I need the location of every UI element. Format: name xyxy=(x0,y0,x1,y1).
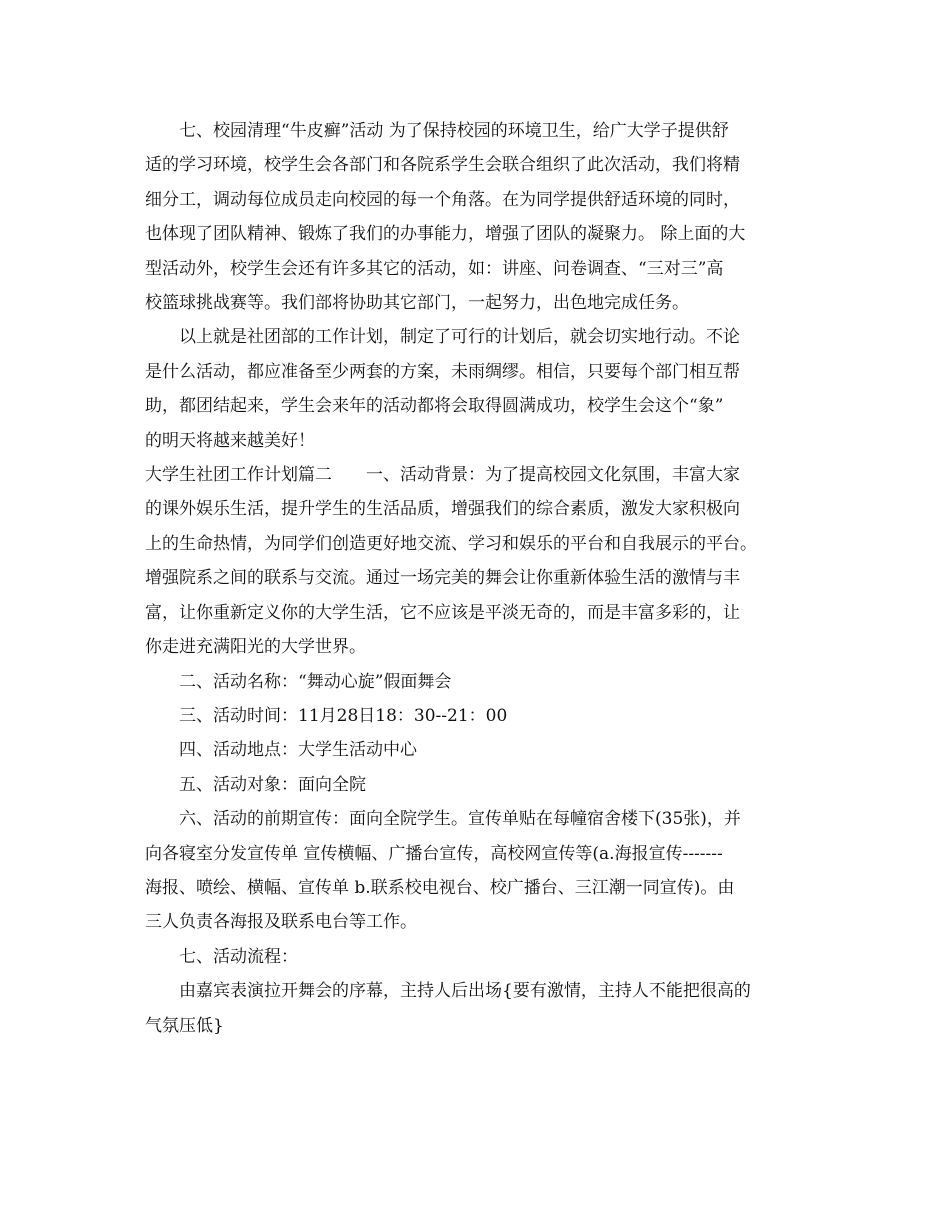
paragraph xyxy=(145,974,810,1043)
text-line: 助，都团结起来，学生会来年的活动都将会取得圆满成功，校学生会这个“象” xyxy=(145,396,724,417)
text-line: 也体现了团队精神、锻炼了我们的办事能力，增强了团队的凝聚力。 除上面的大 xyxy=(145,224,746,245)
document-body xyxy=(145,114,810,1043)
text-line: 型活动外，校学生会还有许多其它的活动，如：讲座、问卷调查、“三对三”高 xyxy=(145,258,724,279)
paragraph xyxy=(145,665,810,699)
paragraph xyxy=(145,768,810,802)
paragraph xyxy=(145,940,810,974)
text-line: 大学生社团工作计划篇二 一、活动背景：为了提高校园文化氛围，丰富大家 xyxy=(145,465,740,486)
text-line: 五、活动对象：面向全院 xyxy=(179,774,366,795)
text-line: 以上就是社团部的工作计划，制定了可行的计划后，就会切实地行动。不论 xyxy=(179,327,740,348)
text-line: 气氛压低} xyxy=(145,1015,224,1036)
paragraph xyxy=(145,733,810,767)
text-line: 增强院系之间的联系与交流。通过一场完美的舞会让你重新体验生活的激情与丰 xyxy=(145,568,740,589)
paragraph xyxy=(145,802,810,940)
text-line: 二、活动名称：“舞动心旋”假面舞会 xyxy=(179,671,452,692)
text-line: 你走进充满阳光的大学世界。 xyxy=(145,637,366,658)
text-line: 海报、喷绘、横幅、宣传单 b.联系校电视台、校广播台、三江潮一同宣传)。由 xyxy=(145,877,735,898)
paragraph xyxy=(145,699,810,733)
paragraph xyxy=(145,320,810,458)
text-line: 的课外娱乐生活，提升学生的生活品质，增强我们的综合素质，激发大家积极向 xyxy=(145,499,740,520)
text-line: 七、活动流程： xyxy=(179,946,298,967)
text-line: 四、活动地点：大学生活动中心 xyxy=(179,740,417,761)
text-line: 七、校园清理“牛皮癣”活动 为了保持校园的环境卫生，给广大学子提供舒 xyxy=(179,121,729,141)
paragraph xyxy=(145,458,810,664)
text-line: 细分工，调动每位成员走向校园的每一个角落。在为同学提供舒适环境的同时， xyxy=(145,189,740,210)
text-line: 由嘉宾表演拉开舞会的序幕，主持人后出场{要有激情，主持人不能把很高的 xyxy=(179,981,751,1002)
text-line: 三人负责各海报及联系电台等工作。 xyxy=(145,912,417,933)
text-line: 六、活动的前期宣传：面向全院学生。宣传单贴在每幢宿舍楼下(35张)，并 xyxy=(179,809,741,830)
text-line: 的明天将越来越美好！ xyxy=(145,430,315,451)
text-line: 上的生命热情，为同学们创造更好地交流、学习和娱乐的平台和自我展示的平台。 xyxy=(145,533,757,554)
text-line: 校篮球挑战赛等。我们部将协助其它部门，一起努力，出色地完成任务。 xyxy=(145,293,689,314)
text-line: 向各寝室分发宣传单 宣传横幅、广播台宣传，高校网宣传等(a.海报宣传------- xyxy=(145,843,723,864)
text-line: 适的学习环境，校学生会各部门和各院系学生会联合组织了此次活动，我们将精 xyxy=(145,155,740,176)
text-line: 三、活动时间：11月28日18：30--21：00 xyxy=(179,705,508,726)
text-line: 富，让你重新定义你的大学生活，它不应该是平淡无奇的，而是丰富多彩的，让 xyxy=(145,602,740,623)
paragraph xyxy=(145,114,810,320)
text-line: 是什么活动，都应准备至少两套的方案，未雨绸缪。相信，只要每个部门相互帮 xyxy=(145,361,740,382)
